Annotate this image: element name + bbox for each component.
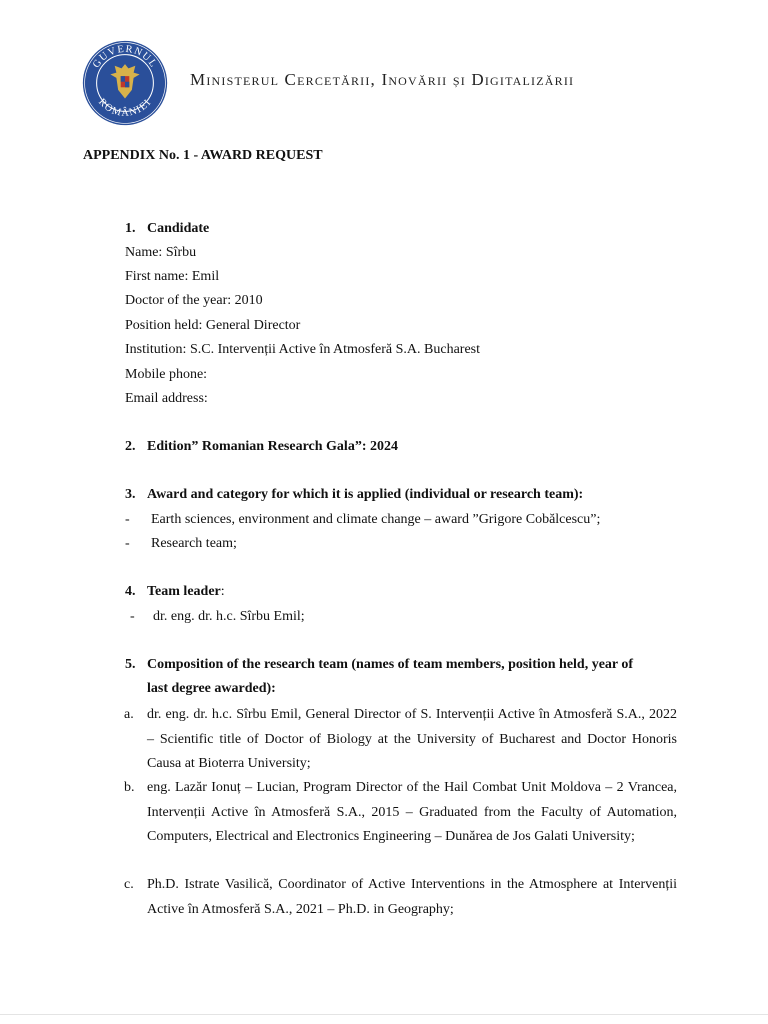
list-item: - Research team; <box>125 536 237 551</box>
section-3-heading <box>125 487 583 503</box>
section-5-heading-cont: last degree awarded): <box>147 681 276 696</box>
team-member-c <box>124 873 677 922</box>
list-label: c. <box>124 877 134 892</box>
government-seal-icon <box>82 40 168 126</box>
ministry-name: Ministerul Cercetării, Inovării și Digitalizării <box>190 70 575 89</box>
field-first-name: First name: Emil <box>125 269 220 284</box>
list-item: - Earth sciences, environment and climate change – award ”Grigore Cobălcescu”; <box>125 512 601 527</box>
list-label: a. <box>124 707 134 722</box>
svg-text:GUVERNUL: GUVERNUL <box>90 43 160 71</box>
heading-colon: : <box>220 584 225 599</box>
section-number: 5. <box>125 657 136 672</box>
svg-text:ROMÂNIEI: ROMÂNIEI <box>96 96 154 119</box>
field-mobile-phone: Mobile phone: <box>125 367 208 382</box>
field-position: Position held: General Director <box>125 318 301 333</box>
section-5-heading <box>125 657 633 673</box>
award-category: Earth sciences, environment and climate change – award ”Grigore Cobălcescu”; <box>151 512 601 527</box>
section-title: Award and category for which it is applied (individual or research team): <box>147 487 584 502</box>
page-bottom-edge <box>0 1014 768 1015</box>
list-item: - dr. eng. dr. h.c. Sîrbu Emil; <box>130 609 305 624</box>
team-member-a <box>124 703 677 777</box>
section-1-heading <box>125 221 209 237</box>
team-leader-name: dr. eng. dr. h.c. Sîrbu Emil; <box>153 609 305 624</box>
list-label: b. <box>124 780 135 795</box>
section-number: 1. <box>125 221 136 236</box>
application-type: Research team; <box>151 536 237 551</box>
section-number: 3. <box>125 487 136 502</box>
team-member-text: eng. Lazăr Ionuț – Lucian, Program Director of the Hail Combat Unit Moldova – 2 Vrancea, Intervenții Active în Atmosferă S.A., 2015 – Graduated from the Faculty of Automation, Computers, Electrical and Electronics Engineering – Dunărea de Jos Galati University; <box>147 780 677 844</box>
team-member-text: dr. eng. dr. h.c. Sîrbu Emil, General Director of S. Intervenții Active în Atmosferă S.A., 2022 – Scientific title of Doctor of Biology at the University of Bucharest and Doctor Honoris Causa at Bioterra University; <box>147 707 677 771</box>
section-title: Team leader <box>147 584 221 599</box>
section-title: Edition” Romanian Research Gala”: 2024 <box>147 439 398 454</box>
field-email: Email address: <box>125 391 208 406</box>
section-title: Composition of the research team (names of team members, position held, year of <box>147 657 634 672</box>
team-member-b <box>124 776 677 850</box>
section-4-heading <box>125 584 225 600</box>
section-2-heading <box>125 439 398 455</box>
field-doctor-year: Doctor of the year: 2010 <box>125 293 263 308</box>
section-number: 4. <box>125 584 136 599</box>
appendix-title: APPENDIX No. 1 - AWARD REQUEST <box>83 148 323 163</box>
team-member-text: Ph.D. Istrate Vasilică, Coordinator of Active Interventions in the Atmosphere at Intervenții Active în Atmosferă S.A., 2021 – Ph.D. in Geography; <box>147 877 677 917</box>
field-institution: Institution: S.C. Intervenții Active în Atmosferă S.A. Bucharest <box>125 342 481 357</box>
section-number: 2. <box>125 439 136 454</box>
field-name: Name: Sîrbu <box>125 245 197 260</box>
section-title: Candidate <box>147 221 210 236</box>
